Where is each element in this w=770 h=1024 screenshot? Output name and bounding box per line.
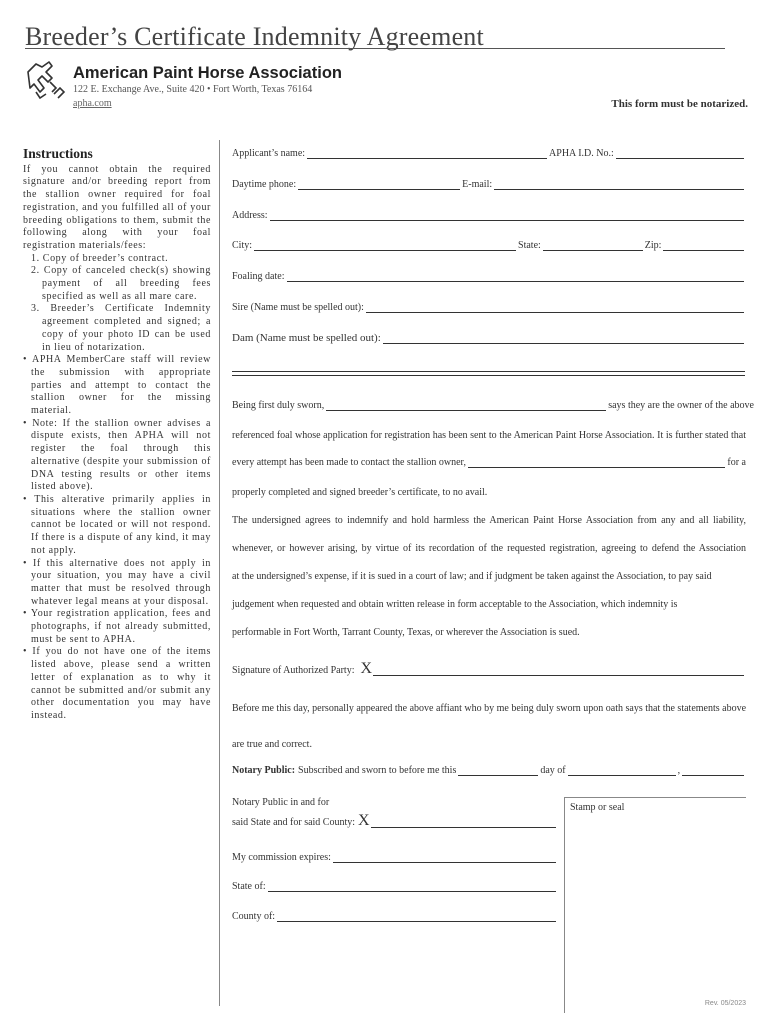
affidavit-line: referenced foal whose application for registration has been sent to the American Paint Horse Association. It is further stated that [232,430,746,441]
organization-website-link[interactable]: apha.com [73,98,112,109]
instruction-step: 3. Breeder’s Certificate Indemnity agreement completed and signed; a copy of your photo ID can be used in lieu of notarization. [31,303,211,353]
notary-public-row [232,765,746,776]
apha-id-field[interactable] [616,149,744,159]
notary-statement: are true and correct. [232,739,312,750]
applicant-name-field[interactable] [307,149,547,159]
affiant-name-field[interactable] [326,401,606,411]
notary-in-and-for: Notary Public in and for [232,797,330,808]
indemnity-line: The undersigned agrees to indemnify and hold harmless the American Paint Horse Association from any and all liability, [232,515,746,526]
sworn-row [232,400,754,411]
sire-label: Sire (Name must be spelled out): [232,302,364,313]
stallion-owner-field[interactable] [468,458,725,468]
instructions-heading: Instructions [23,146,93,161]
state-field[interactable] [543,241,643,251]
sire-field[interactable] [366,303,744,313]
revision-date: Rev. 05/2023 [704,1000,746,1007]
signature-x-mark: X [360,660,373,677]
state-label: State: [518,240,541,251]
city-field[interactable] [254,241,516,251]
notary-state-field[interactable] [268,882,556,892]
daytime-phone-field[interactable] [298,180,460,190]
section-rule-top [232,371,745,372]
stamp-seal-label: Stamp or seal [570,802,625,813]
contact-row [232,179,746,190]
day-of-label: day of [540,765,566,776]
instruction-bullet: • This alterative primarily applies in situations where the stallion owner cannot be located or will not respond. If there is a dispute of any kind, it may not apply. [23,493,211,556]
instructions-panel [23,148,211,723]
contact-for-text: for a [727,457,746,468]
signature-field[interactable] [373,666,744,676]
foaling-date-field[interactable] [287,272,745,282]
notary-public-label: Notary Public: [232,765,296,776]
commission-label: My commission expires: [232,852,331,863]
notary-day-field[interactable] [458,766,538,776]
instruction-bullet: • APHA MemberCare staff will review the submission with appropriate parties and attempt to contact the stallion owner for the missing material. [23,354,211,417]
notary-county-field[interactable] [277,912,556,922]
city-row [232,240,746,251]
email-label: E-mail: [462,179,493,190]
indemnity-line: performable in Fort Worth, Tarrant County, Texas, or wherever the Association is sued. [232,627,580,638]
apha-horse-logo-icon [22,58,68,104]
instruction-step: 2. Copy of canceled check(s) showing payment of all breeding fees specified as well as all mare care. [31,265,211,302]
notary-month-field[interactable] [568,766,676,776]
instruction-bullet: • Note: If the stallion owner advises a dispute exists, then APHA will not register the foal through this alternative (despite your submission of DNA testing results or other items listed above). [23,417,211,493]
address-label: Address: [232,210,268,221]
affidavit-line: properly completed and signed breeder’s certificate, to no avail. [232,487,488,498]
signature-row [232,662,746,676]
notary-statement: Before me this day, personally appeared the above affiant who by me being duly sworn upon oath says that the statements above [232,703,747,714]
instructions-steps [23,253,211,355]
instructions-intro: If you cannot obtain the required signature and/or breeding report from the stallion owner required for foal registration, and you fulfilled all of your breeding obligations to them, submit the following along with your foal registration materials/fees: [23,163,211,251]
indemnity-line: whenever, or however arising, by virtue of its recordation of the requested registration, agreeing to defend the Association [232,543,746,554]
instruction-step: 1. Copy of breeder’s contract. [31,252,169,264]
daytime-phone-label: Daytime phone: [232,179,297,190]
notary-x-mark: X [358,812,370,829]
organization-address: 122 E. Exchange Ave., Suite 420 • Fort Worth, Texas 76164 [73,84,313,95]
contact-text: every attempt has been made to contact the stallion owner, [232,457,466,468]
notary-county-label: County of: [232,911,276,922]
commission-row [232,852,558,863]
instructions-bullets [23,354,211,722]
email-field[interactable] [494,180,744,190]
column-divider [219,140,220,1006]
sworn-text: Being first duly sworn, [232,400,325,411]
title-underline [25,48,725,49]
notarization-notice: This form must be notarized. [611,98,748,110]
sworn-owner-text: says they are the owner of the above [608,400,754,411]
foaling-date-label: Foaling date: [232,271,285,282]
date-comma: , [677,765,681,776]
organization-name: American Paint Horse Association [73,64,342,82]
stamp-seal-box [564,797,746,1013]
zip-label: Zip: [644,240,662,251]
applicant-name-label: Applicant’s name: [232,148,306,159]
notary-county-row [232,911,558,922]
state-county-label: said State and for said County: [232,817,356,828]
section-rule-bottom [232,375,745,376]
sire-row [232,302,746,313]
notary-signature-field[interactable] [371,818,556,828]
form-title: Breeder’s Certificate Indemnity Agreement [25,22,484,51]
dam-row [232,332,746,344]
dam-label: Dam (Name must be spelled out): [232,332,381,344]
apha-id-label: APHA I.D. No.: [549,148,614,159]
city-label: City: [232,240,253,251]
dam-field[interactable] [383,334,744,344]
zip-field[interactable] [663,241,744,251]
instruction-bullet: • Your registration application, fees and photographs, if not already submitted, must be sent to APHA. [23,608,211,645]
instruction-bullet: • If you do not have one of the items listed above, please send a written letter of explanation as to why it cannot be submitted and/or submit any other documentation you may have instead. [23,646,211,721]
notary-state-row [232,881,558,892]
signature-label: Signature of Authorized Party: [232,665,355,676]
notary-state-label: State of: [232,881,266,892]
address-row [232,210,746,221]
notary-year-field[interactable] [682,766,744,776]
stallion-owner-row [232,457,746,468]
address-field[interactable] [270,211,744,221]
indemnity-line: at the undersigned’s expense, if it is sued in a court of law; and if judgment be taken against the Association, to pay said [232,571,712,582]
instruction-bullet: • If this alternative does not apply in your situation, you may have a civil matter that must be resolved through whatever legal means at your disposal. [23,557,211,607]
notary-signature-row [232,814,558,828]
foaling-date-row [232,271,746,282]
commission-field[interactable] [333,853,556,863]
indemnity-line: judgement when requested and obtain written release in form acceptable to the Association, which indemnity is [232,599,678,610]
notary-public-text: Subscribed and sworn to before me this [298,765,457,776]
applicant-row [232,148,746,159]
